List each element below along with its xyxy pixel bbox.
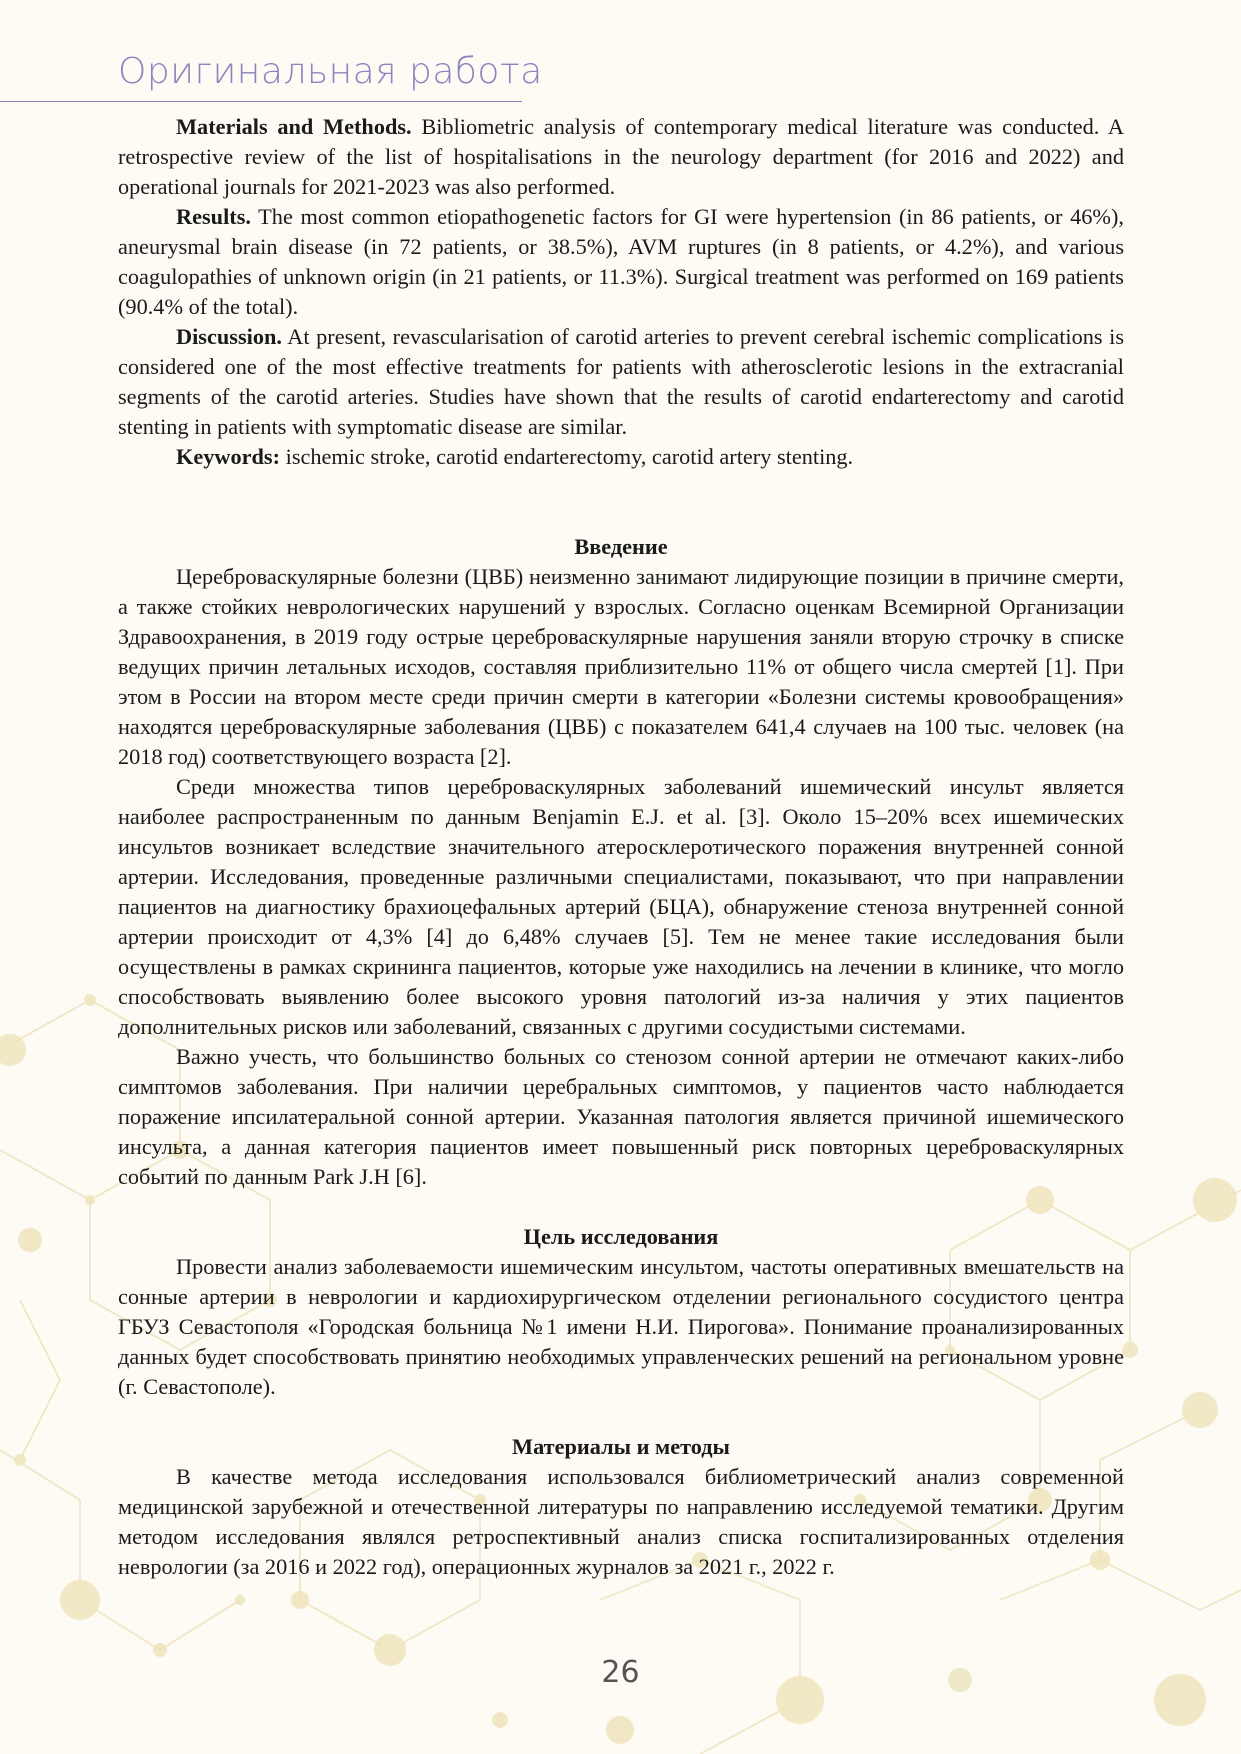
spacer <box>118 472 1124 532</box>
spacer <box>118 1402 1124 1432</box>
header-rule <box>0 101 522 102</box>
abstract-methods-label: Materials and Methods. <box>176 114 412 139</box>
abstract-keywords <box>118 442 1124 472</box>
aim-heading: Цель исследования <box>523 1224 719 1249</box>
abstract-methods <box>118 112 1124 202</box>
aim-paragraph: Провести анализ заболеваемости ишемическим инсультом, частоты оперативных вмешательств на сонные артерии в неврологии и кардиохирургическом отделении регионального сосудистого центра ГБУЗ Севастополя «Городская больница №1 имени Н.И. Пирогова». Понимание проанализированных данных будет способствовать принятию необходимых управленческих решений на региональном уровне (г. Севастополе). <box>118 1254 1124 1399</box>
abstract-keywords-text: ischemic stroke, carotid endarterectomy, carotid artery stenting. <box>280 444 854 469</box>
abstract-results-text: The most common etiopathogenetic factors for GI were hypertension (in 86 patients, or 46%), aneurysmal brain disease (in 72 patients, or 38.5%), AVM ruptures (in 8 patients, or 4.2%), and various coagulopathies of unknown origin (in 21 patients, or 11.3%). Surgical treatment was performed on 169 patients (90.4% of the total). <box>118 204 1124 319</box>
abstract-discussion <box>118 322 1124 442</box>
abstract-keywords-label: Keywords: <box>176 444 281 469</box>
section-running-head: Оригинальная работа <box>118 51 543 92</box>
methods-paragraph: В качестве метода исследования использовался библиометрический анализ современной медицинской зарубежной и отечественной литературы по направлению исследуемой тематики. Другим методом исследования являлся ретроспективный анализ списка госпитализированных отделения неврологии (за 2016 и 2022 год), операционных журналов за 2021 г., 2022 г. <box>118 1464 1124 1579</box>
introduction-heading: Введение <box>574 534 668 559</box>
abstract-discussion-text: At present, revascularisation of carotid arteries to prevent cerebral ischemic complications is considered one of the most effective treatments for patients with atherosclerotic lesions in the extracranial segments of the carotid arteries. Studies have shown that the results of carotid endarterectomy and carotid stenting in patients with symptomatic disease are similar. <box>118 324 1124 439</box>
introduction-paragraph: Среди множества типов цереброваскулярных заболеваний ишемический инсульт является наиболее распространенным по данным Benjamin E.J. et al. [3]. Около 15–20% всех ишемических инсультов возникает вследствие значительного атеросклеротического поражения внутренней сонной артерии. Исследования, проведенные различными специалистами, показывают, что при направлении пациентов на диагностику брахиоцефальных артерий (БЦА), обнаружение стеноза внутренней сонной артерии происходит от 4,3% [4] до 6,48% случаев [5]. Тем не менее такие исследования были осуществлены в рамках скрининга пациентов, которые уже находились на лечении в клинике, что могло способствовать выявлению более высокого уровня патологий из-за наличия у этих пациентов дополнительных рисков или заболеваний, связанных с другими сосудистыми системами. <box>118 774 1124 1039</box>
spacer <box>118 1192 1124 1222</box>
methods-heading: Материалы и методы <box>512 1434 730 1459</box>
introduction-paragraph: Цереброваскулярные болезни (ЦВБ) неизменно занимают лидирующие позиции в причине смерти, а также стойких неврологических нарушений у взрослых. Согласно оценкам Всемирной Организации Здравоохранения, в 2019 году острые цереброваскулярные нарушения заняли вторую строчку в списке ведущих причин летальных исходов, составляя приблизительно 11% от общего числа смертей [1]. При этом в России на втором месте среди причин смерти в категории «Болезни системы кровообращения» находятся цереброваскулярные заболевания (ЦВБ) с показателем 641,4 случаев на 100 тыс. человек (на 2018 год) соответствующего возраста [2]. <box>118 564 1124 769</box>
page-number: 26 <box>601 1655 640 1690</box>
article-body <box>118 112 1124 1582</box>
abstract-discussion-label: Discussion. <box>176 324 282 349</box>
abstract-methods-text: Bibliometric analysis of contemporary medical literature was conducted. A retrospective review of the list of hospitalisations in the neurology department (for 2016 and 2022) and operational journals for 2021-2023 was also performed. <box>118 114 1124 199</box>
abstract-results <box>118 202 1124 322</box>
abstract-results-label: Results. <box>176 204 251 229</box>
introduction-paragraph: Важно учесть, что большинство больных со стенозом сонной артерии не отмечают каких-либо симптомов заболевания. При наличии церебральных симптомов, у пациентов часто наблюдается поражение ипсилатеральной сонной артерии. Указанная патология является причиной ишемического инсульта, а данная категория пациентов имеет повышенный риск повторных цереброваскулярных событий по данным Park J.H [6]. <box>118 1044 1124 1189</box>
